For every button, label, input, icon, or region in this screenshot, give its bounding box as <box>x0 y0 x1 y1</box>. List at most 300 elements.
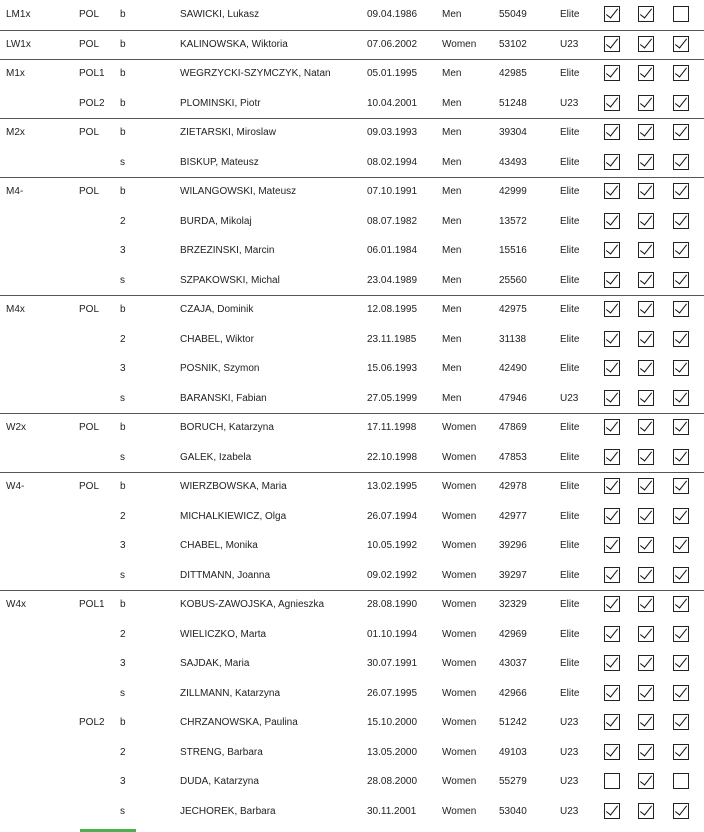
table-row <box>0 30 704 60</box>
gender-cell: Men <box>442 186 462 197</box>
seat-cell: 2 <box>120 333 126 345</box>
category-cell: U23 <box>560 776 579 787</box>
table-row <box>0 207 704 237</box>
checkbox-3[interactable] <box>673 272 689 288</box>
athlete-name: BURDA, Mikolaj <box>180 215 252 227</box>
checkbox-1[interactable] <box>604 449 620 465</box>
seat-cell: b <box>120 97 126 109</box>
checkbox-1[interactable] <box>604 301 620 317</box>
checkbox-2[interactable] <box>638 213 654 229</box>
event-cell: M4x <box>6 304 25 315</box>
athlete-name: CHRZANOWSKA, Paulina <box>180 717 298 728</box>
seat-cell: b <box>120 9 126 20</box>
category-cell: Elite <box>560 68 580 79</box>
category-cell: U23 <box>560 717 579 728</box>
athlete-name: BORUCH, Katarzyna <box>180 422 274 433</box>
checkbox-3[interactable] <box>673 242 689 258</box>
checkbox-2[interactable] <box>638 773 654 789</box>
gender-cell: Men <box>442 304 462 315</box>
seat-cell: 2 <box>120 746 126 758</box>
seat-cell: s <box>120 805 125 817</box>
checkbox-2[interactable] <box>638 567 654 583</box>
category-cell: Elite <box>560 127 580 138</box>
gender-cell: Women <box>442 569 477 581</box>
seat-cell: s <box>120 392 125 404</box>
seat-cell: b <box>120 481 126 492</box>
gender-cell: Women <box>442 540 477 551</box>
athlete-id: 43037 <box>499 658 527 669</box>
athlete-id: 42999 <box>499 186 527 197</box>
birth-date: 22.10.1998 <box>367 451 418 463</box>
checkbox-2[interactable] <box>638 655 654 671</box>
birth-date: 23.11.1985 <box>367 333 417 345</box>
checkbox-1[interactable] <box>604 744 620 760</box>
table-row <box>0 443 704 473</box>
birth-date: 10.04.2001 <box>367 97 418 109</box>
birth-date: 17.11.1998 <box>367 422 417 433</box>
table-row <box>0 767 704 797</box>
checkbox-1[interactable] <box>604 419 620 435</box>
birth-date: 10.05.1992 <box>367 540 418 551</box>
table-row <box>0 118 704 148</box>
gender-cell: Men <box>442 274 462 286</box>
birth-date: 09.03.1993 <box>367 127 418 138</box>
checkbox-3[interactable] <box>673 301 689 317</box>
athlete-name: CHABEL, Monika <box>180 540 258 551</box>
checkbox-1[interactable] <box>604 478 620 494</box>
category-cell: Elite <box>560 304 580 315</box>
checkbox-3[interactable] <box>673 331 689 347</box>
seat-cell: b <box>120 38 126 50</box>
checkbox-2[interactable] <box>638 331 654 347</box>
table-row <box>0 590 704 620</box>
athlete-id: 49103 <box>499 746 527 758</box>
event-cell: W4x <box>6 599 26 610</box>
athlete-name: SAWICKI, Lukasz <box>180 9 260 20</box>
checkbox-1[interactable] <box>604 773 620 789</box>
category-cell: Elite <box>560 451 580 463</box>
checkbox-3[interactable] <box>673 360 689 376</box>
athlete-name: ZIETARSKI, Miroslaw <box>180 127 276 138</box>
event-cell: M1x <box>6 68 25 79</box>
table-row <box>0 472 704 502</box>
club-cell: POL <box>79 422 100 433</box>
athlete-id: 39304 <box>499 127 527 138</box>
checkbox-1[interactable] <box>604 213 620 229</box>
athlete-name: MICHALKIEWICZ, Olga <box>180 510 287 522</box>
checkbox-1[interactable] <box>604 154 620 170</box>
checkbox-2[interactable] <box>638 803 654 819</box>
birth-date: 30.07.1991 <box>367 658 418 669</box>
gender-cell: Men <box>442 68 462 79</box>
athlete-id: 42985 <box>499 68 527 79</box>
athlete-name: SZPAKOWSKI, Michal <box>180 274 280 286</box>
checkbox-2[interactable] <box>638 242 654 258</box>
table-row <box>0 295 704 325</box>
table-row <box>0 679 704 709</box>
birth-date: 13.02.1995 <box>367 481 418 492</box>
athlete-id: 43493 <box>499 156 527 168</box>
seat-cell: b <box>120 422 126 433</box>
athlete-id: 25560 <box>499 274 527 286</box>
gender-cell: Men <box>442 97 462 109</box>
table-row <box>0 413 704 443</box>
seat-cell: s <box>120 687 125 699</box>
checkbox-3[interactable] <box>673 655 689 671</box>
checkbox-3[interactable] <box>673 419 689 435</box>
athlete-name: BISKUP, Mateusz <box>180 156 259 168</box>
seat-cell: s <box>120 156 125 168</box>
checkbox-1[interactable] <box>604 6 620 22</box>
birth-date: 27.05.1999 <box>367 392 418 404</box>
club-cell: POL1 <box>79 68 105 79</box>
category-cell: Elite <box>560 186 580 197</box>
club-cell: POL1 <box>79 599 105 610</box>
table-row <box>0 354 704 384</box>
event-cell: LM1x <box>6 9 31 20</box>
checkbox-3[interactable] <box>673 390 689 406</box>
checkbox-3[interactable] <box>673 803 689 819</box>
seat-cell: 2 <box>120 628 126 640</box>
gender-cell: Women <box>442 805 477 817</box>
checkbox-2[interactable] <box>638 95 654 111</box>
birth-date: 06.01.1984 <box>367 245 418 256</box>
checkbox-3[interactable] <box>673 626 689 642</box>
event-cell: W4- <box>6 481 25 492</box>
gender-cell: Women <box>442 717 477 728</box>
athlete-id: 51248 <box>499 97 527 109</box>
seat-cell: 2 <box>120 510 126 522</box>
gender-cell: Women <box>442 451 477 463</box>
seat-cell: b <box>120 304 126 315</box>
checkbox-2[interactable] <box>638 508 654 524</box>
athlete-id: 47946 <box>499 392 527 404</box>
birth-date: 09.04.1986 <box>367 9 418 20</box>
club-cell: POL <box>79 38 100 50</box>
checkbox-2[interactable] <box>638 183 654 199</box>
birth-date: 07.10.1991 <box>367 186 418 197</box>
gender-cell: Men <box>442 245 462 256</box>
checkbox-1[interactable] <box>604 65 620 81</box>
athlete-id: 31138 <box>499 333 527 345</box>
checkbox-3[interactable] <box>673 449 689 465</box>
checkbox-3[interactable] <box>673 478 689 494</box>
athlete-name: WILANGOWSKI, Mateusz <box>180 186 297 197</box>
club-cell: POL <box>79 304 100 315</box>
checkbox-2[interactable] <box>638 6 654 22</box>
checkbox-2[interactable] <box>638 154 654 170</box>
checkbox-2[interactable] <box>638 65 654 81</box>
category-cell: U23 <box>560 746 579 758</box>
athlete-name: CHABEL, Wiktor <box>180 333 254 345</box>
category-cell: U23 <box>560 97 579 109</box>
category-cell: U23 <box>560 805 579 817</box>
club-cell: POL <box>79 186 100 197</box>
gender-cell: Men <box>442 333 462 345</box>
table-row <box>0 236 704 266</box>
athlete-id: 55049 <box>499 9 527 20</box>
birth-date: 08.02.1994 <box>367 156 418 168</box>
event-cell: M2x <box>6 127 25 138</box>
seat-cell: s <box>120 274 125 286</box>
checkbox-2[interactable] <box>638 714 654 730</box>
athlete-name: WIELICZKO, Marta <box>180 628 267 640</box>
category-cell: Elite <box>560 540 580 551</box>
table-row <box>0 148 704 178</box>
checkbox-2[interactable] <box>638 36 654 52</box>
table-row <box>0 620 704 650</box>
birth-date: 26.07.1994 <box>367 510 418 522</box>
checkbox-3[interactable] <box>673 183 689 199</box>
category-cell: Elite <box>560 9 580 20</box>
table-row <box>0 649 704 679</box>
table-row <box>0 797 704 827</box>
gender-cell: Women <box>442 38 477 50</box>
gender-cell: Women <box>442 658 477 669</box>
club-cell: POL <box>79 127 100 138</box>
seat-cell: 3 <box>120 658 126 669</box>
athlete-id: 32329 <box>499 599 527 610</box>
category-cell: Elite <box>560 658 580 669</box>
checkbox-1[interactable] <box>604 508 620 524</box>
gender-cell: Men <box>442 215 462 227</box>
checkbox-1[interactable] <box>604 272 620 288</box>
seat-cell: 3 <box>120 363 126 374</box>
athlete-name: WIERZBOWSKA, Maria <box>180 481 287 492</box>
birth-date: 15.06.1993 <box>367 363 418 374</box>
athlete-id: 55279 <box>499 776 527 787</box>
gender-cell: Women <box>442 510 477 522</box>
club-cell: POL2 <box>79 717 105 728</box>
athlete-name: PLOMINSKI, Piotr <box>180 97 261 109</box>
category-cell: Elite <box>560 422 580 433</box>
athlete-name: SAJDAK, Maria <box>180 658 250 669</box>
checkbox-1[interactable] <box>604 626 620 642</box>
athlete-id: 42977 <box>499 510 527 522</box>
athlete-id: 51242 <box>499 717 527 728</box>
seat-cell: b <box>120 717 126 728</box>
athlete-id: 15516 <box>499 245 527 256</box>
checkbox-1[interactable] <box>604 596 620 612</box>
birth-date: 28.08.1990 <box>367 599 418 610</box>
athlete-id: 42975 <box>499 304 527 315</box>
birth-date: 01.10.1994 <box>367 628 418 640</box>
checkbox-3[interactable] <box>673 773 689 789</box>
club-cell: POL <box>79 9 100 20</box>
checkbox-3[interactable] <box>673 154 689 170</box>
table-row <box>0 89 704 119</box>
birth-date: 05.01.1995 <box>367 68 418 79</box>
checkbox-2[interactable] <box>638 537 654 553</box>
gender-cell: Men <box>442 363 462 374</box>
athlete-id: 39297 <box>499 569 527 581</box>
birth-date: 28.08.2000 <box>367 776 418 787</box>
athlete-id: 53040 <box>499 805 527 817</box>
category-cell: U23 <box>560 392 579 404</box>
checkbox-1[interactable] <box>604 390 620 406</box>
seat-cell: 3 <box>120 776 126 787</box>
birth-date: 23.04.1989 <box>367 274 418 286</box>
gender-cell: Men <box>442 156 462 168</box>
checkbox-3[interactable] <box>673 596 689 612</box>
athlete-name: KOBUS-ZAWOJSKA, Agnieszka <box>180 599 325 610</box>
checkbox-3[interactable] <box>673 124 689 140</box>
athlete-id: 53102 <box>499 38 527 50</box>
checkbox-3[interactable] <box>673 685 689 701</box>
category-cell: Elite <box>560 628 580 640</box>
table-row <box>0 325 704 355</box>
checkbox-3[interactable] <box>673 6 689 22</box>
checkbox-2[interactable] <box>638 124 654 140</box>
birth-date: 07.06.2002 <box>367 38 418 50</box>
athlete-name: ZILLMANN, Katarzyna <box>180 687 281 699</box>
gender-cell: Men <box>442 392 462 404</box>
event-cell: W2x <box>6 422 26 433</box>
table-row <box>0 266 704 296</box>
checkbox-1[interactable] <box>604 331 620 347</box>
category-cell: Elite <box>560 333 580 345</box>
seat-cell: 3 <box>120 540 126 551</box>
category-cell: Elite <box>560 215 580 227</box>
club-cell: POL2 <box>79 97 105 109</box>
athlete-id: 39296 <box>499 540 527 551</box>
birth-date: 08.07.1982 <box>367 215 418 227</box>
checkbox-1[interactable] <box>604 95 620 111</box>
checkbox-1[interactable] <box>604 537 620 553</box>
birth-date: 15.10.2000 <box>367 717 418 728</box>
checkbox-2[interactable] <box>638 272 654 288</box>
category-cell: Elite <box>560 481 580 492</box>
checkbox-3[interactable] <box>673 714 689 730</box>
birth-date: 30.11.2001 <box>367 805 417 817</box>
event-cell: LW1x <box>6 38 31 50</box>
gender-cell: Men <box>442 127 462 138</box>
gender-cell: Women <box>442 687 477 699</box>
category-cell: Elite <box>560 569 580 581</box>
checkbox-2[interactable] <box>638 685 654 701</box>
checkbox-1[interactable] <box>604 124 620 140</box>
table-row <box>0 502 704 532</box>
table-row <box>0 384 704 414</box>
checkbox-3[interactable] <box>673 567 689 583</box>
checkbox-2[interactable] <box>638 360 654 376</box>
table-row <box>0 561 704 591</box>
checkbox-3[interactable] <box>673 95 689 111</box>
checkbox-1[interactable] <box>604 242 620 258</box>
checkbox-2[interactable] <box>638 390 654 406</box>
checkbox-3[interactable] <box>673 36 689 52</box>
category-cell: Elite <box>560 363 580 374</box>
checkbox-3[interactable] <box>673 744 689 760</box>
checkbox-2[interactable] <box>638 596 654 612</box>
seat-cell: b <box>120 68 126 79</box>
athlete-name: DITTMANN, Joanna <box>180 569 271 581</box>
table-row <box>0 177 704 207</box>
club-cell: POL <box>79 481 100 492</box>
gender-cell: Women <box>442 628 477 640</box>
event-cell: M4- <box>6 186 24 197</box>
gender-cell: Women <box>442 776 477 787</box>
checkbox-1[interactable] <box>604 685 620 701</box>
athlete-name: BARANSKI, Fabian <box>180 392 267 404</box>
seat-cell: 3 <box>120 245 126 256</box>
athlete-id: 42978 <box>499 481 527 492</box>
checkbox-1[interactable] <box>604 36 620 52</box>
seat-cell: b <box>120 599 126 610</box>
checkbox-2[interactable] <box>638 301 654 317</box>
athlete-name: POSNIK, Szymon <box>180 363 260 374</box>
checkbox-1[interactable] <box>604 360 620 376</box>
checkbox-3[interactable] <box>673 537 689 553</box>
seat-cell: b <box>120 127 126 138</box>
checkbox-2[interactable] <box>638 478 654 494</box>
category-cell: Elite <box>560 156 580 168</box>
birth-date: 26.07.1995 <box>367 687 418 699</box>
athlete-name: CZAJA, Dominik <box>180 304 254 315</box>
checkbox-2[interactable] <box>638 449 654 465</box>
athlete-id: 47853 <box>499 451 527 463</box>
gender-cell: Women <box>442 422 477 433</box>
seat-cell: 2 <box>120 215 126 227</box>
seat-cell: b <box>120 186 126 197</box>
checkbox-1[interactable] <box>604 714 620 730</box>
seat-cell: s <box>120 451 125 463</box>
category-cell: Elite <box>560 599 580 610</box>
checkbox-1[interactable] <box>604 803 620 819</box>
checkbox-1[interactable] <box>604 567 620 583</box>
checkbox-3[interactable] <box>673 65 689 81</box>
category-cell: Elite <box>560 274 580 286</box>
gender-cell: Women <box>442 746 477 758</box>
athlete-id: 47869 <box>499 422 527 433</box>
checkbox-2[interactable] <box>638 744 654 760</box>
athlete-id: 42490 <box>499 363 527 374</box>
table-row <box>0 59 704 89</box>
birth-date: 13.05.2000 <box>367 746 418 758</box>
athlete-id: 13572 <box>499 215 527 227</box>
category-cell: Elite <box>560 510 580 522</box>
checkbox-3[interactable] <box>673 508 689 524</box>
athlete-name: DUDA, Katarzyna <box>180 776 259 787</box>
category-cell: Elite <box>560 245 580 256</box>
athlete-name: STRENG, Barbara <box>180 746 263 758</box>
gender-cell: Women <box>442 481 477 492</box>
checkbox-2[interactable] <box>638 626 654 642</box>
table-row <box>0 531 704 561</box>
seat-cell: s <box>120 569 125 581</box>
checkbox-2[interactable] <box>638 419 654 435</box>
table-row <box>0 0 704 30</box>
birth-date: 12.08.1995 <box>367 304 418 315</box>
table-row <box>0 708 704 738</box>
checkbox-1[interactable] <box>604 183 620 199</box>
athlete-name: GALEK, Izabela <box>180 451 252 463</box>
birth-date: 09.02.1992 <box>367 569 418 581</box>
athlete-id: 42969 <box>499 628 527 640</box>
category-cell: Elite <box>560 687 580 699</box>
athlete-id: 42966 <box>499 687 527 699</box>
table-row <box>0 738 704 768</box>
category-cell: U23 <box>560 38 579 50</box>
checkbox-1[interactable] <box>604 655 620 671</box>
gender-cell: Women <box>442 599 477 610</box>
athlete-name: WEGRZYCKI-SZYMCZYK, Natan <box>180 68 331 79</box>
athlete-name: KALINOWSKA, Wiktoria <box>180 38 288 50</box>
athlete-name: BRZEZINSKI, Marcin <box>180 245 275 256</box>
athlete-name: JECHOREK, Barbara <box>180 805 276 817</box>
gender-cell: Men <box>442 9 462 20</box>
checkbox-3[interactable] <box>673 213 689 229</box>
